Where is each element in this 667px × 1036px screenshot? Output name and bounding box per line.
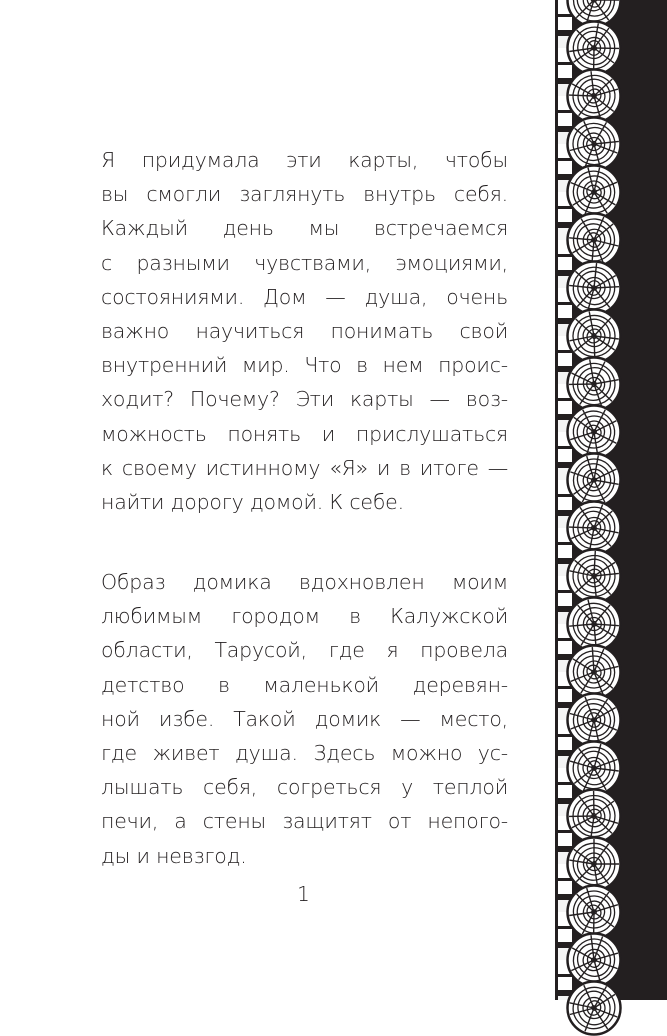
log-end-icon xyxy=(566,404,622,460)
text-line: вы смогли заглянуть внутрь себя. xyxy=(101,177,508,211)
log-end-icon xyxy=(566,692,622,748)
border-edge-line xyxy=(555,0,558,1000)
log-end-icon xyxy=(566,836,622,892)
page-number: 1 xyxy=(0,882,607,906)
log-end-icon xyxy=(566,644,622,700)
text-line: где живет душа. Здесь можно ус- xyxy=(101,736,508,770)
text-line: лышать себя, согреться у теплой xyxy=(101,770,508,804)
text-line: ходит? Почему? Эти карты — воз- xyxy=(101,382,508,416)
log-end-icon xyxy=(566,212,622,268)
text-line: важно научиться понимать свой xyxy=(101,314,508,348)
log-end-icon xyxy=(566,932,622,988)
text-line: можность понять и прислушаться xyxy=(101,417,508,451)
log-ends-border-icon xyxy=(566,0,624,1028)
log-end-icon xyxy=(566,884,622,940)
text-line: любимым городом в Калужской xyxy=(101,599,508,633)
text-line: ды и невзгод. xyxy=(101,839,508,873)
log-end-icon xyxy=(566,164,622,220)
log-end-icon xyxy=(566,452,622,508)
paragraph-house xyxy=(101,565,508,873)
log-end-icon xyxy=(566,980,622,1036)
text-line: с разными чувствами, эмоциями, xyxy=(101,246,508,280)
text-line: печи, а стены защитят от непого- xyxy=(101,804,508,838)
text-line: найти дорогу домой. К себе. xyxy=(101,485,508,519)
log-end-icon xyxy=(566,740,622,796)
log-end-icon xyxy=(566,260,622,316)
text-line: детство в маленькой деревян- xyxy=(101,668,508,702)
log-end-icon xyxy=(566,596,622,652)
log-end-icon xyxy=(566,356,622,412)
log-end-icon xyxy=(566,116,622,172)
text-line: ной избе. Такой домик — место, xyxy=(101,702,508,736)
text-line: Образ домика вдохновлен моим xyxy=(101,565,508,599)
log-end-icon xyxy=(566,308,622,364)
text-line: Я придумала эти карты, чтобы xyxy=(101,143,508,177)
log-end-icon xyxy=(566,548,622,604)
text-column xyxy=(101,143,508,873)
text-line: области, Тарусой, где я провела xyxy=(101,633,508,667)
log-end-icon xyxy=(566,500,622,556)
log-end-icon xyxy=(566,20,622,76)
text-line: Каждый день мы встречаемся xyxy=(101,211,508,245)
text-line: к своему истинному «Я» и в итоге — xyxy=(101,451,508,485)
text-line: состояниями. Дом — душа, очень xyxy=(101,280,508,314)
log-end-icon xyxy=(566,68,622,124)
paragraph-intro xyxy=(101,143,508,519)
text-line: внутренний мир. Что в нем проис- xyxy=(101,348,508,382)
log-end-icon xyxy=(566,788,622,844)
